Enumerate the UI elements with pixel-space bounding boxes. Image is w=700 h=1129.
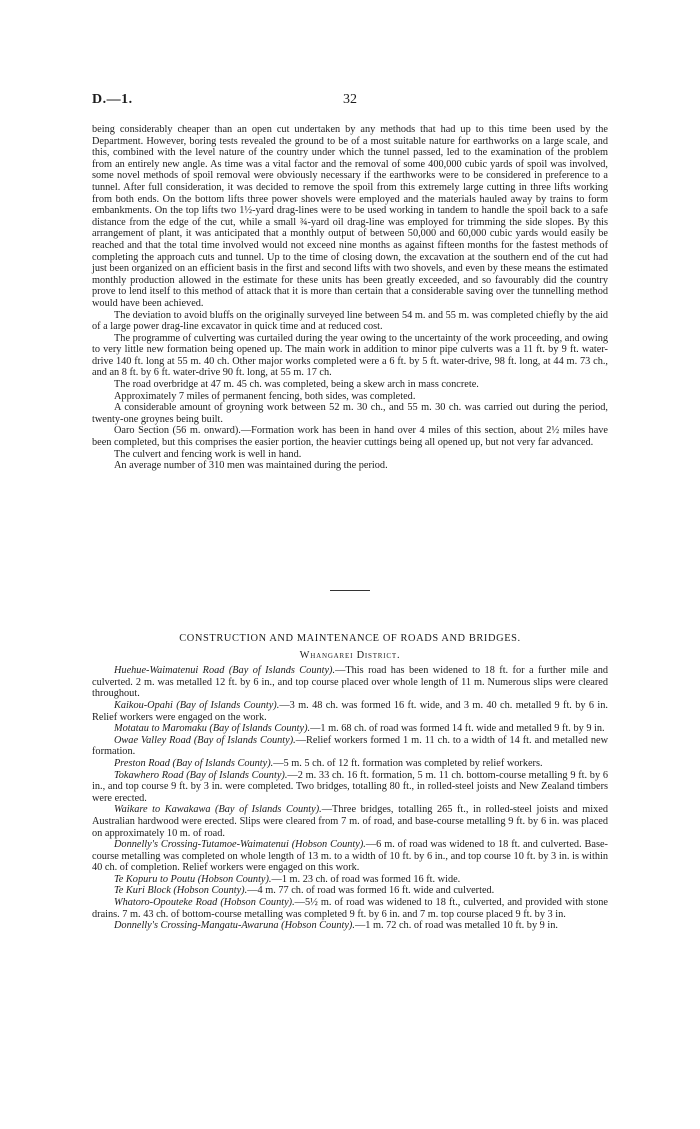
roads-section bbox=[92, 633, 608, 932]
district-heading: Whangarei District. bbox=[299, 649, 401, 661]
road-description: —4 m. 77 ch. of road was formed 16 ft. wide and culverted. bbox=[247, 885, 495, 897]
road-entry bbox=[92, 700, 608, 723]
road-name: Tokawhero Road (Bay of Islands County). bbox=[114, 769, 288, 781]
road-entry bbox=[92, 735, 608, 758]
road-description: —3 m. 48 ch. was formed 16 ft. wide, and 3 m. 40 ch. metalled 9 ft. by 6 in. Relief workers were engaged on the work. bbox=[92, 699, 608, 723]
paragraph: The culvert and fencing work is well in hand. bbox=[114, 448, 302, 460]
road-description: —2 m. 33 ch. 16 ft. formation, 5 m. 11 ch. bottom-course metalling 9 ft. by 6 in., and top course 9 ft. by 3 in. were completed. Two bridges, totalling 80 ft., in rolled-steel joists and New Zealand timbers were erected. bbox=[92, 769, 608, 804]
page-header bbox=[92, 92, 608, 108]
document-reference: D.—1. bbox=[92, 92, 133, 107]
road-entry bbox=[92, 770, 608, 805]
road-entry bbox=[92, 804, 608, 839]
road-entry bbox=[92, 665, 608, 700]
paragraph: A considerable amount of groyning work between 52 m. 30 ch., and 55 m. 30 ch. was carried out during the period, twenty-one groynes being built. bbox=[92, 402, 608, 425]
road-entry bbox=[92, 758, 608, 770]
road-description: —5 m. 5 ch. of 12 ft. formation was completed by relief workers. bbox=[273, 757, 543, 769]
railway-report-text bbox=[92, 124, 608, 472]
road-name: Te Kuri Block (Hobson County). bbox=[114, 885, 248, 897]
road-name: Huehue-Waimatenui Road (Bay of Islands County). bbox=[114, 665, 336, 677]
page-number: 32 bbox=[343, 92, 357, 107]
road-name: Whatoro-Opouteke Road (Hobson County). bbox=[114, 897, 295, 909]
road-description: —6 m. of road was widened to 18 ft. and culverted. Base-course metalling was completed on whole length of 13 m. to a width of 10 ft. by 6 in., and top course 10 ft. by 3 in. is within 40 ch. of completion. Relief workers were engaged on this work. bbox=[92, 839, 608, 874]
paragraph: The programme of culverting was curtailed during the year owing to the uncertainty of the work proceeding, and owing to very little new formation being opened up. The main work in addition to minor pipe culverts was a 11 ft. by 9 ft. water-drive 140 ft. long at 55 m. 40 ch. Other major works completed were a 6 ft. by 5 ft. water-drive, 98 ft. long, at 44 m. 73 ch., and an 8 ft. by 6 ft. water-drive 90 ft. long, at 55 m. 17 ch. bbox=[92, 332, 608, 379]
road-name: Te Kopuru to Poutu (Hobson County). bbox=[114, 873, 272, 885]
road-entry bbox=[92, 885, 608, 897]
road-entry bbox=[92, 874, 608, 886]
road-description: —1 m. 72 ch. of road was metalled 10 ft. by 9 in. bbox=[354, 920, 558, 932]
road-description: —1 m. 23 ch. of road was formed 16 ft. wide. bbox=[271, 873, 461, 885]
paragraph: An average number of 310 men was maintained during the period. bbox=[114, 460, 388, 472]
road-description: —Three bridges, totalling 265 ft., in rolled-steel joists and mixed Australian hardwood were erected. Slips were cleared from 7 m. of road, and base-course metalling 9 ft. by 6 in. was placed on approximately 10 m. of road. bbox=[92, 804, 608, 839]
road-name: Donnelly's Crossing-Mangatu-Awaruna (Hobson County). bbox=[114, 920, 355, 932]
road-entry bbox=[92, 723, 608, 735]
road-name: Donnelly's Crossing-Tutamoe-Waimatenui (Hobson County). bbox=[114, 839, 366, 851]
road-entry bbox=[92, 897, 608, 920]
road-description: —Relief workers formed 1 m. 11 ch. to a width of 14 ft. and metalled new formation. bbox=[92, 734, 608, 758]
road-name: Motatau to Maromaku (Bay of Islands County). bbox=[114, 723, 311, 735]
road-description: —5½ m. of road was widened to 18 ft., culverted, and provided with stone drains. 7 m. 43 ch. of bottom-course metalling was completed 9 ft. by 6 in. and 7 m. top course placed 9 ft. by 3 in. bbox=[92, 897, 608, 920]
paragraph: The deviation to avoid bluffs on the originally surveyed line between 54 m. and 55 m. was completed chiefly by the aid of a large power drag-line excavator in quick time and at reduced cost. bbox=[92, 309, 608, 333]
road-entry bbox=[92, 839, 608, 874]
road-description: —1 m. 68 ch. of road was formed 14 ft. wide and metalled 9 ft. by 9 in. bbox=[310, 723, 605, 735]
section-divider bbox=[330, 590, 370, 591]
paragraph: being considerably cheaper than an open cut undertaken by any methods that had up to this time been used by the Department. However, boring tests revealed the ground to be of a most suitable nature for earthworks on a large scale, and this, combined with the level nature of the country under which the tunnel passed, led to the examination of the problem from an entirely new angle. As time was a vital factor and the removal of some 400,000 cubic yards of spoil was involved, some novel methods of spoil removal were obviously necessary if the earthworks were to be considered in preference to a tunnel. After full consideration, it was decided to remove the spoil from this extremely large cutting in three lifts working from both ends. On the bottom lifts three power shovels were employed and the materials hauled away by trains to form embankments. On the top lifts two 1½-yard drag-lines were to be used working in tandem to handle the spoil back to a safe distance from the edge of the cut, while a small ¾-yard oil drag-line was employed for trimming the side slopes. By this arrangement of plant, it was anticipated that a monthly output of between 50,000 and 60,000 cubic yards would easily be reached and that the total time involved would not exceed nine months as against fifteen months for the fastest methods of completing the approach cuts and tunnel. Up to the time of closing down, the excavation at the southern end of the cut had just been organized on an efficient basis in the first and second lifts with two shovels, and even by these means the estimated monthly production allowed in the estimate for these units has been greatly exceeded, and so favourably did the country prove to lend itself to this method of attack that it is more than certain that a considerable saving over the tunnelling method would have been achieved. bbox=[92, 124, 608, 309]
road-name: Preston Road (Bay of Islands County). bbox=[114, 757, 274, 769]
road-name: Kaikou-Opahi (Bay of Islands County). bbox=[114, 699, 280, 711]
road-name: Waikare to Kawakawa (Bay of Islands County). bbox=[114, 804, 322, 816]
paragraph: Oaro Section (56 m. onward).—Formation work has been in hand over 4 miles of this section, about 2½ miles have been completed, but this comprises the easier portion, the heavier cuttings being all opened up, but not very far advanced. bbox=[92, 425, 608, 449]
road-entry bbox=[92, 920, 608, 932]
paragraph: The road overbridge at 47 m. 45 ch. was completed, being a skew arch in mass concrete. bbox=[114, 379, 479, 391]
road-description: —This road has been widened to 18 ft. for a further mile and culverted. 2 m. was metalled 12 ft. by 6 in., and top course placed over whole length of 11 m. Numerous slips were cleared throughout. bbox=[92, 665, 608, 700]
paragraph: Approximately 7 miles of permanent fencing, both sides, was completed. bbox=[114, 390, 416, 402]
road-name: Owae Valley Road (Bay of Islands County). bbox=[114, 734, 296, 746]
section-heading: CONSTRUCTION AND MAINTENANCE OF ROADS AND BRIDGES. bbox=[179, 633, 521, 644]
